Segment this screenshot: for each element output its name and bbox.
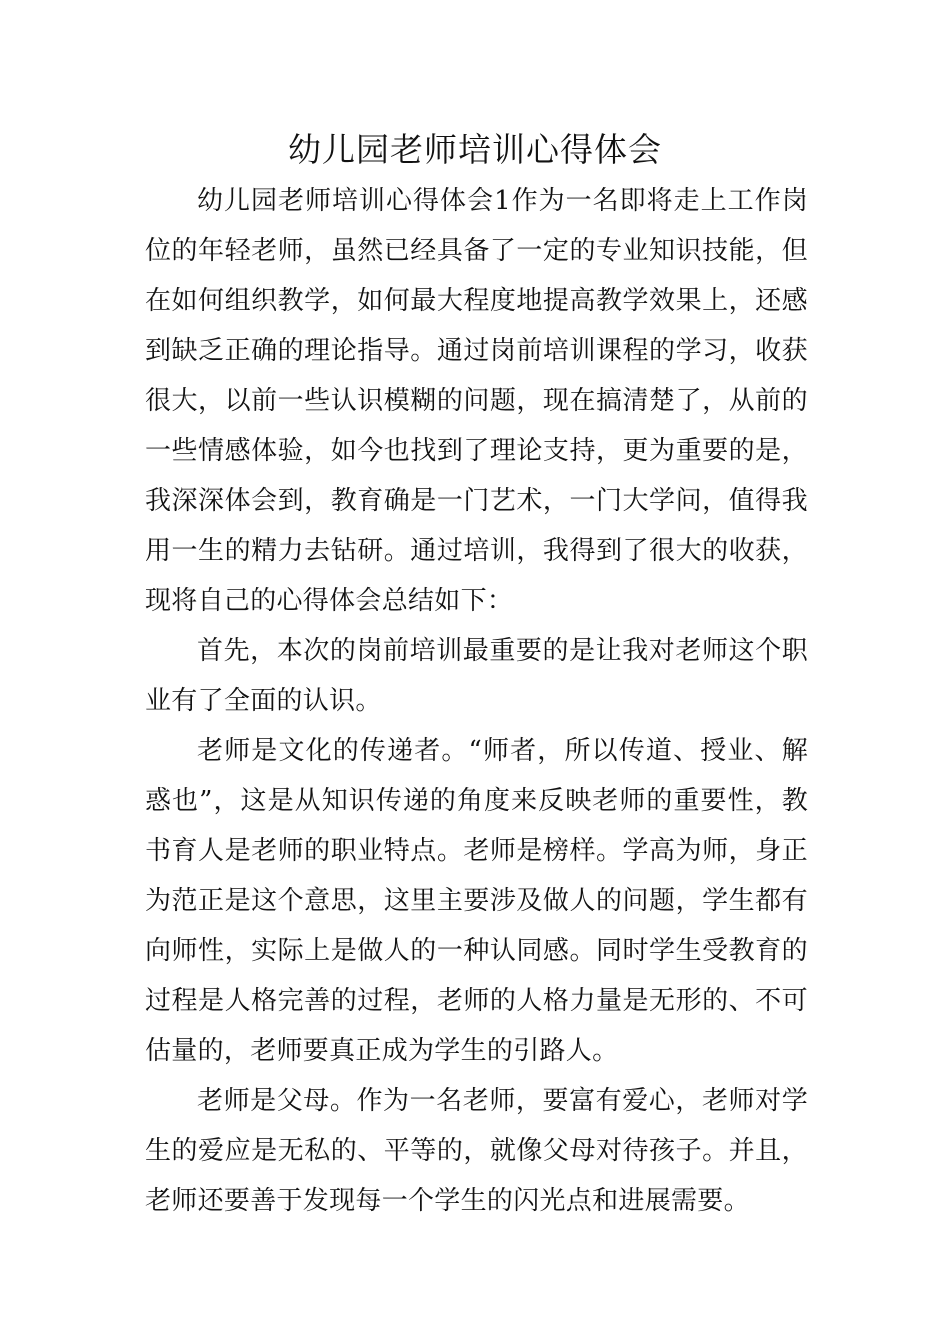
paragraph-first-point: 首先，本次的岗前培训最重要的是让我对老师这个职业有了全面的认识。 — [145, 636, 808, 716]
paragraph-teacher-as-parent: 老师是父母。作为一名老师，要富有爱心，老师对学生的爱应是无私的、平等的，就像父母对待孩子。并且，老师还要善于发现每一个学生的闪光点和进展需要。 — [145, 1086, 808, 1216]
paragraph-intro: 幼儿园老师培训心得体会1作为一名即将走上工作岗位的年轻老师，虽然已经具备了一定的专业知识技能，但在如何组织教学，如何最大程度地提高教学效果上，还感到缺乏正确的理论指导。通过岗前培训课程的学习，收获很大，以前一些认识模糊的问题，现在搞清楚了，从前的一些情感体验，如今也找到了理论支持，更为重要的是，我深深体会到，教育确是一门艺术，一门大学问，值得我用一生的精力去钻研。通过培训，我得到了很大的收获，现将自己的心得体会总结如下： — [145, 186, 808, 616]
document-title: 幼儿园老师培训心得体会 — [288, 130, 662, 169]
paragraph-teacher-as-transmitter: 老师是文化的传递者。“师者，所以传道、授业、解惑也”，这是从知识传递的角度来反映老师的重要性，教书育人是老师的职业特点。老师是榜样。学高为师，身正为范正是这个意思，这里主要涉及做人的问题，学生都有向师性，实际上是做人的一种认同感。同时学生受教育的过程是人格完善的过程，老师的人格力量是无形的、不可估量的，老师要真正成为学生的引路人。 — [145, 736, 808, 1066]
document-body — [145, 176, 808, 1226]
